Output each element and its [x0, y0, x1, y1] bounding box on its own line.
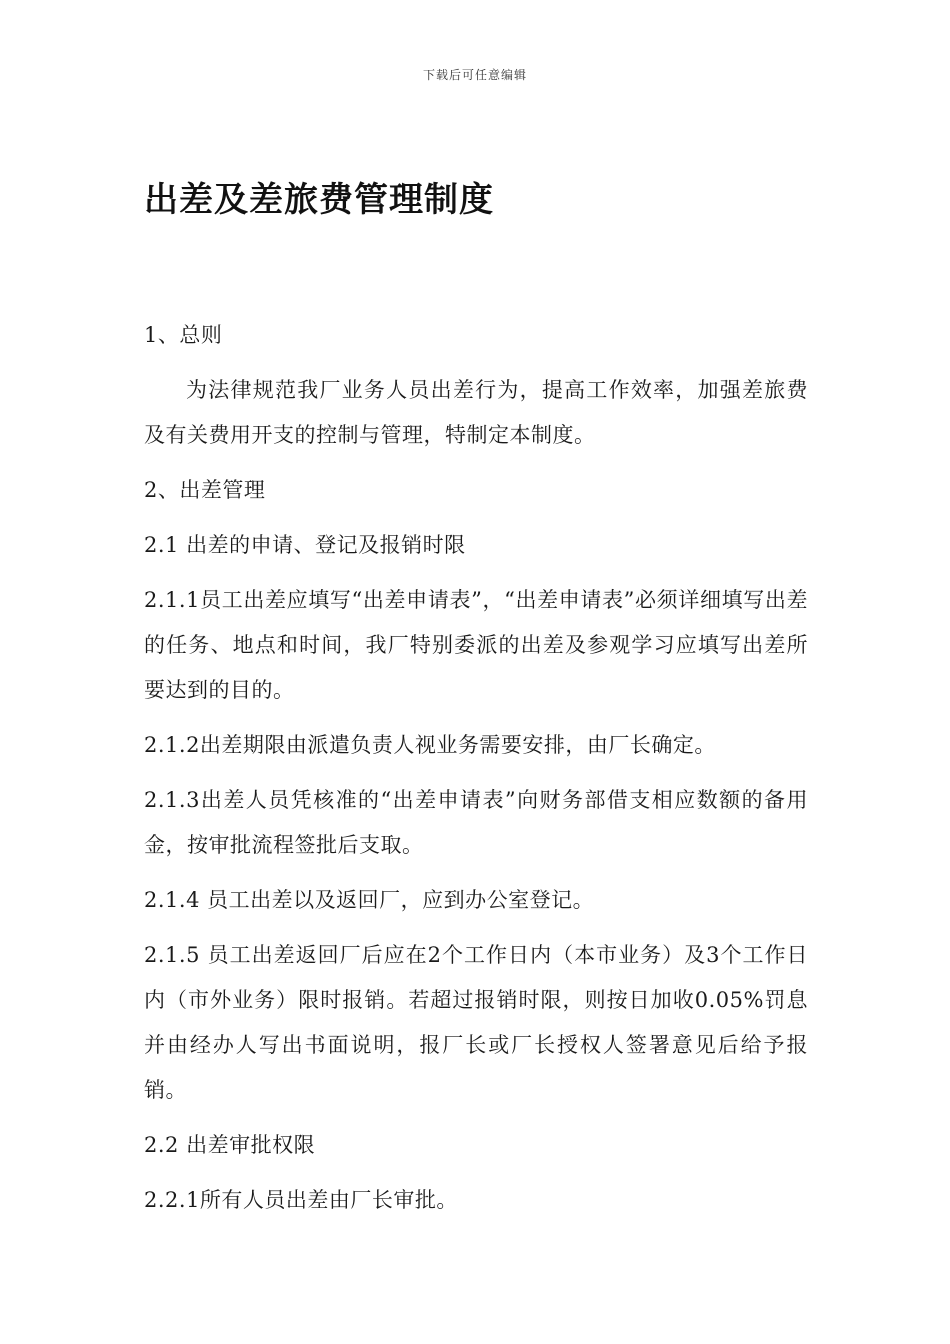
paragraph-purpose: 为法律规范我厂业务人员出差行为，提高工作效率，加强差旅费及有关费用开支的控制与管理，特制定本制度。 [144, 378, 808, 447]
clause-2-1-3: 2.1.3出差人员凭核准的“出差申请表”向财务部借支相应数额的备用金，按审批流程签批后支取。 [144, 788, 808, 857]
subsection-heading-2-1: 2.1 出差的申请、登记及报销时限 [144, 533, 466, 557]
clause-2-1-5: 2.1.5 员工出差返回厂后应在2个工作日内（本市业务）及3个工作日内（市外业务）限时报销。若超过报销时限，则按日加收0.05%罚息并由经办人写出书面说明，报厂长或厂长授权人签署意见后给予报销。 [144, 943, 808, 1102]
clause-2-1-4: 2.1.4 员工出差以及返回厂，应到办公室登记。 [144, 888, 595, 912]
clause-2-1-2: 2.1.2出差期限由派遣负责人视业务需要安排，由厂长确定。 [144, 733, 716, 757]
section-heading-general: 1、总则 [144, 323, 223, 347]
document-body [144, 313, 808, 1233]
section-heading-travel-management: 2、出差管理 [144, 478, 266, 502]
clause-2-2-1: 2.2.1所有人员出差由厂长审批。 [144, 1188, 458, 1212]
clause-2-1-1: 2.1.1员工出差应填写“出差申请表”，“出差申请表”必须详细填写出差的任务、地点和时间，我厂特别委派的出差及参观学习应填写出差所要达到的目的。 [144, 588, 808, 702]
subsection-heading-2-2: 2.2 出差审批权限 [144, 1133, 316, 1157]
document-title: 出差及差旅费管理制度 [144, 180, 494, 220]
header-note: 下载后可任意编辑 [422, 68, 527, 82]
